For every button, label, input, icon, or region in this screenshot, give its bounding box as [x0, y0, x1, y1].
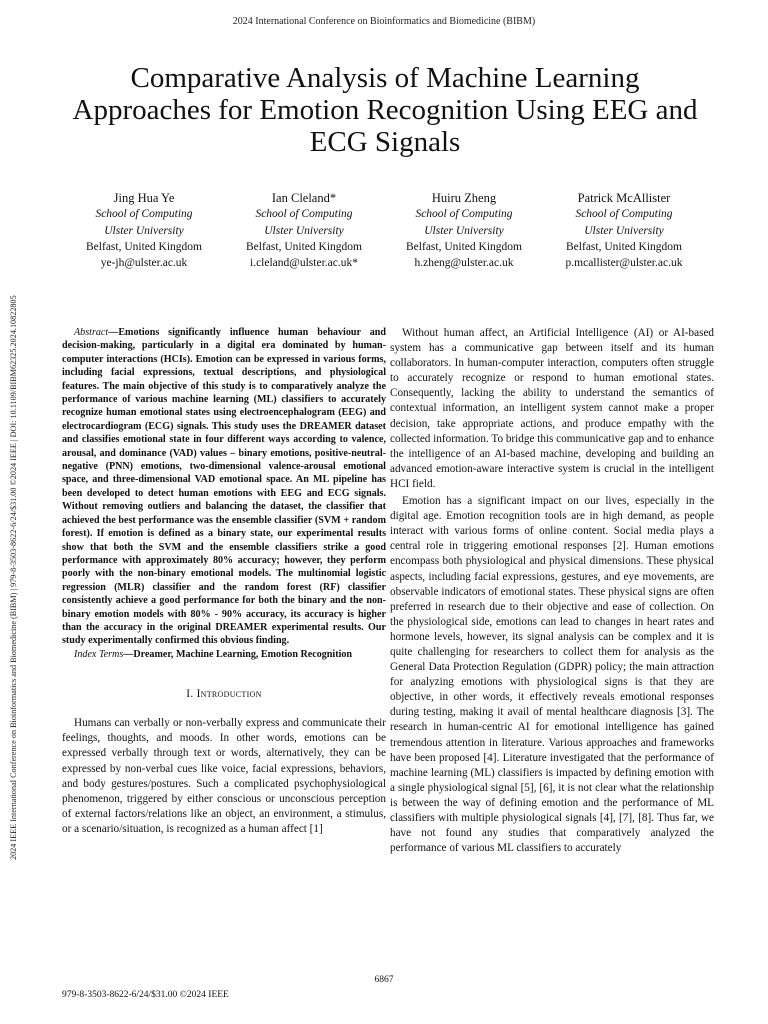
author-name: Huiru Zheng	[431, 191, 497, 205]
author-name: Jing Hua Ye	[113, 191, 175, 205]
author-org: Ulster University	[104, 224, 184, 237]
author-org: Ulster University	[264, 224, 344, 237]
author-dept: School of Computing	[415, 208, 513, 221]
author-name: Patrick McAllister	[577, 191, 671, 205]
index-terms	[62, 648, 386, 661]
abstract	[62, 326, 386, 648]
author-location: Belfast, United Kingdom	[406, 240, 522, 253]
author-location: Belfast, United Kingdom	[566, 240, 682, 253]
index-terms-lead: Index Terms	[74, 648, 124, 660]
page-number: 6867	[374, 975, 394, 985]
paper-title: Comparative Analysis of Machine Learning Approaches for Emotion Recognition Using EEG and ECG Signals	[72, 62, 698, 158]
author-email: p.mcallister@ulster.ac.uk	[565, 257, 683, 270]
author-dept: School of Computing	[575, 208, 673, 221]
abstract-lead: Abstract	[74, 327, 109, 338]
index-terms-text: —Dreamer, Machine Learning, Emotion Recognition	[123, 648, 353, 660]
author-org: Ulster University	[424, 224, 504, 237]
author-4	[544, 190, 704, 271]
left-column	[62, 326, 386, 837]
author-dept: School of Computing	[255, 208, 353, 221]
author-3	[384, 190, 544, 271]
author-1	[64, 190, 224, 271]
right-column	[390, 326, 714, 856]
doi-sidebar: 2024 IEEE International Conference on Bioinformatics and Biomedicine (BIBM) | 979-8-3503-8622-6/24/$31.00 ©2024 IEEE | DOI: 10.1109/BIBM62325.2024.10822805	[9, 295, 18, 860]
conference-header: 2024 International Conference on Bioinformatics and Biomedicine (BIBM)	[232, 16, 536, 27]
intro-paragraph: Humans can verbally or non-verbally express and communicate their feelings, thoughts, and moods. In other words, emotions can be expressed verbally through text or words, alternatively, they can be expressed by non-verbal cues like voice, facial expressions, behaviors, and body gestures/postures. Such a complicated psychophysiological phenomenon, triggered by either conscious or unconscious perception of external factors/relations like an object, an environment, a stimulus, or a scenario/situation, is recognized as a human affect [1]	[62, 717, 386, 835]
author-email: h.zheng@ulster.ac.uk	[414, 257, 514, 270]
body-paragraph: Without human affect, an Artificial Intelligence (AI) or AI-based system has a communicative gap between itself and its human collaborators. In human-computer interaction, computers often struggle to accurately recognize or respond to human emotional states. Consequently, lacking the ability to understand the semantics of contextual information, an intelligent system cannot make a proper decision, take appropriate actions, and produce empathy with the collected information. To bridge this communicative gap and to enhance the intelligence of an AI-based machine, developing and building an advanced emotion-aware interactive system is crucial in the intelligent HCI field.	[390, 327, 714, 490]
abstract-text: —Emotions significantly influence human behaviour and decision-making, particularly in a digital era dominated by human-computer interactions (HCIs). Emotion can be expressed in various forms, including facial expressions, textual descriptions, and physiological features. The main objective of this study is to comparatively analyze the performance of various machine learning (ML) classifiers to accurately recognize human emotional states using electroencephalogram (EEG) and electrocardiogram (ECG) signals. This study uses the DREAMER dataset and classifies emotional state in four different ways according to valence, arousal, and dominance (VAD) values – binary emotions, positive-neutral-negative (PNN) emotions, two-dimensional valence-arousal emotional space, and three-dimensional VAD emotional space. An ML pipeline has been developed to detect human emotions with EEG and ECG signals. Without removing outliers and balancing the dataset, the classifier that achieved the best performance was the ensemble classifier (SVM + random forest). If emotion is defined as a binary state, our experimental results show that both the SVM and the ensemble classifiers strike a good performance with approximately 80% accuracy; however, they perform poorly with the non-binary emotional models. The multinomial logistic regression (MLR) classifier and the random forest (RF) classifier consistently achieve a good performance for both the binary and the non-binary emotion models with 80% - 90% accuracy, its accuracy is higher than the accuracy in the original DREAMER experimental results. Our study experimentally confirmed this obvious finding.	[62, 327, 386, 647]
author-dept: School of Computing	[95, 208, 193, 221]
author-email: ye-jh@ulster.ac.uk	[100, 257, 188, 270]
author-2	[224, 190, 384, 271]
author-location: Belfast, United Kingdom	[86, 240, 202, 253]
author-org: Ulster University	[584, 224, 664, 237]
body-paragraph: Emotion has a significant impact on our lives, especially in the digital age. Emotion recognition tools are in high demand, as people interact with various forms of online content. Social media plays a central role in triggering emotional responses [2]. Human emotions encompass both physiological and physical dimensions. These physical aspects, including facial expressions, gestures, and eye movements, are observable indicators of emotional states. These physical signs are often preferred in research due to their objective and ease of collection. On the physiological side, emotions can lead to changes in heart rates and hormone levels, however, its signal analysis can be complex and it is quite challenging for researchers to collect them for analysis as the General Data Protection Regulation (GDPR) policy; the main attraction for analyzing emotions with physiological signs is that they are objective, in other words, it effectively reveals emotional responses during testing, making it avail of mental healthcare diagnosis [3]. The research in human-centric AI for emotional intelligence has gained tremendous attention in literature. Various approaches and frameworks have been proposed [4]. Literature investigated that the performance of machine learning (ML) classifiers is impacted by defining emotion with a single physiological signal [5], [6], it is not clear what the relationship is between the way of defining emotion and the performance of ML classifiers with multiple physiological signals [4], [7], [8]. Thus far, we have not found any studies that comparatively analyzed the performance of various ML classifiers to accurately	[390, 495, 714, 855]
author-block	[64, 190, 704, 271]
copyright-footer: 979-8-3503-8622-6/24/$31.00 ©2024 IEEE	[62, 990, 229, 1000]
author-email: i.cleland@ulster.ac.uk*	[250, 257, 358, 270]
author-location: Belfast, United Kingdom	[246, 240, 362, 253]
author-name: Ian Cleland*	[271, 191, 337, 205]
section-heading-introduction: I. Introduction	[186, 688, 262, 701]
